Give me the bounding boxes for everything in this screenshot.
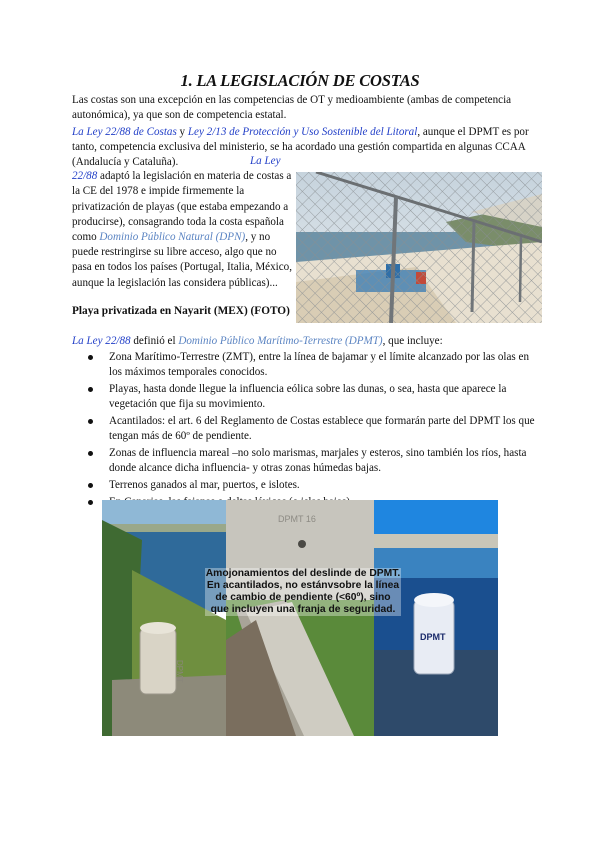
boundary-markers-collage bbox=[102, 500, 498, 736]
list-item: Zona Marítimo-Terrestre (ZMT), entre la línea de bajamar y el límite alcanzado por las olas en los máximos temporales conocidos. bbox=[88, 350, 540, 381]
marker-label-right: DPMT bbox=[420, 632, 446, 642]
bullet-icon bbox=[88, 419, 93, 424]
ley-ref-text: adaptó la legislación en materia de costas a la CE del 1978 e impide firmemente la privatización de playas (que estaba empezando a producirse), consagrando toda la costa española como bbox=[72, 170, 292, 244]
ley-ref-link-inline: La Ley 22/88 bbox=[72, 155, 281, 183]
slab-marker-photo bbox=[226, 500, 374, 736]
bullet-icon bbox=[88, 387, 93, 392]
bullet-icon bbox=[88, 483, 93, 488]
fenced-beach-photo bbox=[296, 172, 542, 323]
cliff-marker-illustration bbox=[102, 500, 226, 736]
photo-caption: Playa privatizada en Nayarit (MEX) (FOTO) bbox=[72, 305, 290, 317]
list-item: Playas, hasta donde llegue la influencia eólica sobre las dunas, o sea, hasta que aparece la vegetación que fija su movimiento. bbox=[88, 382, 540, 413]
list-item: Zonas de influencia mareal –no solo marismas, marjales y esteros, sino también los ríos, hasta donde alcance dicha influencia- y otras zonas húmedas bajas. bbox=[88, 446, 540, 477]
cliff-marker-photo bbox=[102, 500, 226, 736]
list-item: Acantilados: el art. 6 del Reglamento de Costas establece que formarán parte del DPMT los que tengan más de 60º de pendiente. bbox=[88, 414, 540, 445]
bullet-icon bbox=[88, 451, 93, 456]
laws-rest-text: , aunque el DPMT es por tanto, competencia exclusiva del ministerio, se ha acordado una gestión compartida en algunas CCAA (Andalucía y Cataluña). bbox=[72, 126, 529, 169]
list-item: Terrenos ganados al mar, puertos, e islotes. bbox=[88, 478, 540, 493]
law-2-13-link: Ley 2/13 de Protección y Uso Sostenible del Litoral bbox=[187, 126, 418, 138]
fenced-beach-illustration bbox=[296, 172, 542, 323]
dpn-term: Dominio Público Natural (DPN) bbox=[99, 231, 246, 244]
dpmt-list bbox=[88, 350, 540, 511]
law-22-88-link: La Ley 22/88 de Costas bbox=[72, 126, 177, 138]
intro-paragraph: Las costas son una excepción en las competencias de OT y medioambiente (ambas de competencia autonómica), ya que son de competencia estatal. bbox=[72, 94, 512, 122]
dpmt-law-link: La Ley 22/88 bbox=[72, 335, 131, 347]
collage-overlay-caption: Amojonamientos del deslinde de DPMT. En acantilados, no estánvsobre la línea de cambio de pendiente (<60º), sino que incluyen una franja de seguridad. bbox=[205, 568, 401, 615]
law-separator: y bbox=[176, 126, 188, 138]
marker-label-left: DPMT bbox=[175, 660, 184, 683]
coast-marker-illustration bbox=[374, 500, 498, 736]
ley-ref-body bbox=[72, 154, 296, 291]
bullet-icon bbox=[88, 355, 93, 360]
dpmt-intro bbox=[72, 334, 542, 349]
ley-ref-rest: , y no puede restringirse su libre acceso, algo que no pasa en todos los países (Portugal, Italia, México, aunque la legislación las considera públicas)... bbox=[72, 231, 292, 289]
bullet-icon bbox=[88, 500, 93, 505]
dpmt-text: definió el bbox=[130, 335, 179, 347]
coast-marker-photo bbox=[374, 500, 498, 736]
dpmt-term: Dominio Público Marítimo-Terrestre (DPMT) bbox=[178, 335, 383, 347]
slab-marker-illustration bbox=[226, 500, 374, 736]
page-title: 1. LA LEGISLACIÓN DE COSTAS bbox=[180, 71, 420, 90]
marker-label-center: DPMT 16 bbox=[278, 514, 316, 524]
dpmt-rest: , que incluye: bbox=[382, 335, 443, 347]
